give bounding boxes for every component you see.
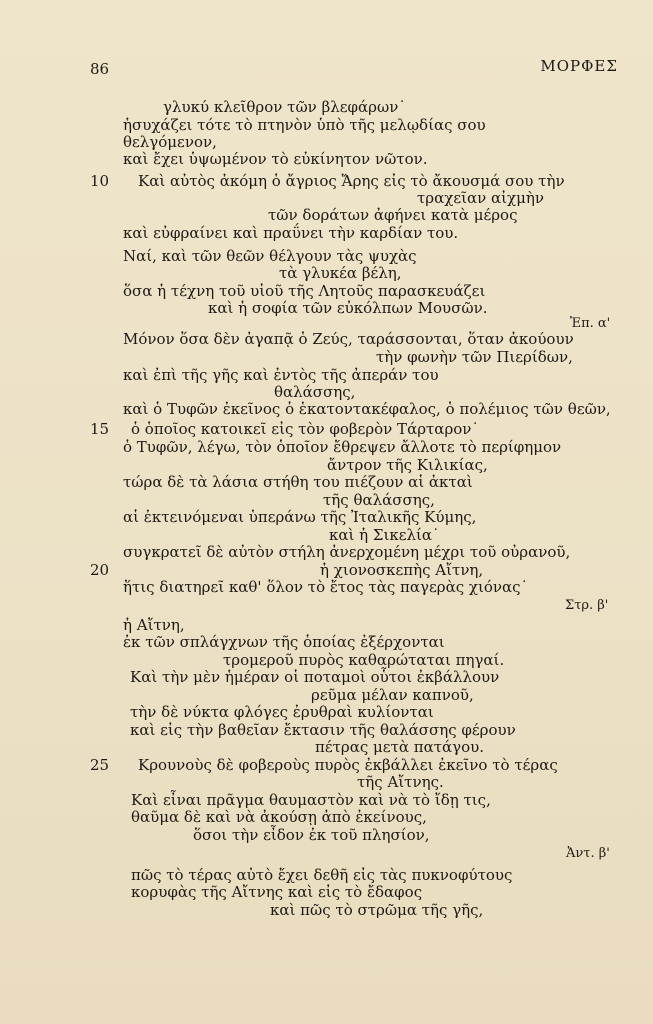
poem-line: Καὶ αὐτὸς ἀκόμη ὁ ἄγριος Ἄρης εἰς τὸ ἄκουσμά σου τὴν (138, 172, 565, 190)
poem-line: Καὶ εἶναι πρᾶγμα θαυμαστὸν καὶ νὰ τὸ ἴδῃ τις, (131, 791, 491, 809)
poem-line: καὶ ὁ Τυφῶν ἐκεῖνος ὁ ἑκατοντακέφαλος, ὁ πολέμιος τῶν θεῶν, (123, 400, 611, 418)
section-marker: Ἀντ. β' (566, 846, 610, 861)
poem-line: αἱ ἐκτεινόμεναι ὑπεράνω τῆς Ἰταλικῆς Κύμης, (123, 508, 477, 526)
poem-line: ἡ χιονοσκεπὴς Αἴτνη, (320, 561, 484, 579)
poem-line: καὶ εὐφραίνει καὶ πραΰνει τὴν καρδίαν του. (123, 224, 459, 242)
poem-line: τώρα δὲ τὰ λάσια στήθη του πιέζουν αἱ ἀκταὶ (123, 473, 473, 491)
page-number: 86 (90, 60, 110, 78)
poem-line: ἥτις διατηρεῖ καθ' ὅλον τὸ ἔτος τὰς παγερὰς χιόνας˙ (123, 578, 529, 596)
line-number: 25 (90, 756, 110, 774)
poem-line: τῆς Αἴτνης. (357, 773, 444, 791)
poem-line: ἡσυχάζει τότε τὸ πτηνὸν ὑπὸ τῆς μελῳδίας σου (123, 116, 486, 134)
poem-line: θαλάσσης, (274, 383, 356, 401)
poem-line: τραχεῖαν αἰχμὴν (417, 189, 544, 207)
poem-line: συγκρατεῖ δὲ αὐτὸν στήλη ἀνερχομένη μέχρι τοῦ οὐρανοῦ, (123, 543, 571, 561)
poem-line: Μόνον ὅσα δὲν ἀγαπᾷ ὁ Ζεύς, ταράσσονται, ὅταν ἀκούουν (123, 330, 574, 348)
section-marker: Ἐπ. α' (570, 316, 611, 331)
poem-line: ρεῦμα μέλαν καπνοῦ, (311, 686, 474, 704)
poem-line: κορυφὰς τῆς Αἴτνης καὶ εἰς τὸ ἔδαφος (131, 883, 423, 901)
poem-line: Καὶ τὴν μὲν ἡμέραν οἱ ποταμοὶ οὗτοι ἐκβάλλουν (130, 668, 500, 686)
poem-line: Ναί, καὶ τῶν θεῶν θέλγουν τὰς ψυχὰς (123, 247, 417, 265)
poem-line: τὴν φωνὴν τῶν Πιερίδων, (376, 348, 573, 366)
poem-line: θελγόμενον, (123, 133, 217, 151)
poem-line: ἐκ τῶν σπλάγχνων τῆς ὁποίας ἐξέρχονται (123, 633, 445, 651)
poem-line: τὴν δὲ νύκτα φλόγες ἐρυθραὶ κυλίονται (130, 703, 434, 721)
poem-line: γλυκύ κλεῖθρον τῶν βλεφάρων˙ (163, 98, 406, 116)
line-number: 15 (90, 420, 110, 438)
poem-line: ὁ Τυφῶν, λέγω, τὸν ὁποῖον ἔθρεψεν ἄλλοτε τὸ περίφημον (123, 438, 562, 456)
poem-line: Κρουνοὺς δὲ φοβεροὺς πυρὸς ἐκβάλλει ἐκεῖνο τὸ τέρας (138, 756, 558, 774)
poem-line: καὶ ἔχει ὑψωμένον τὸ εὐκίνητον νῶτον. (123, 150, 428, 168)
running-title: ΜΟΡΦΕΣ (540, 57, 618, 75)
poem-line: καὶ ἡ σοφία τῶν εὐκόλπων Μουσῶν. (208, 299, 488, 317)
poem-line: ὅσοι τὴν εἶδον ἐκ τοῦ πλησίον, (193, 826, 430, 844)
line-number: 20 (90, 561, 110, 579)
poem-line: τῶν δοράτων ἀφήνει κατὰ μέρος (268, 206, 518, 224)
poem-line: καὶ πῶς τὸ στρῶμα τῆς γῆς, (270, 901, 484, 919)
poem-line: ἡ Αἴτνη, (123, 616, 185, 634)
poem-line: καὶ εἰς τὴν βαθεῖαν ἔκτασιν τῆς θαλάσσης φέρουν (130, 721, 516, 739)
poem-line: καὶ ἡ Σικελία˙ (329, 526, 440, 544)
poem-line: ὅσα ἡ τέχνη τοῦ υἱοῦ τῆς Λητοῦς παρασκευάζει (123, 282, 486, 300)
section-marker: Στρ. β' (565, 598, 609, 613)
poem-line: πῶς τὸ τέρας αὐτὸ ἔχει δεθῆ εἰς τὰς πυκνοφύτους (131, 866, 513, 884)
poem-line: τρομεροῦ πυρὸς καθαρώταται πηγαί. (223, 651, 505, 669)
poem-line: πέτρας μετὰ πατάγου. (315, 738, 485, 756)
poem-line: ὁ ὁποῖος κατοικεῖ εἰς τὸν φοβερὸν Τάρταρον˙ (131, 420, 479, 438)
poem-line: θαῦμα δὲ καὶ νὰ ἀκούσῃ ἀπὸ ἐκείνους, (131, 808, 427, 826)
line-number: 10 (90, 172, 110, 190)
poem-line: ἄντρον τῆς Κιλικίας, (327, 456, 488, 474)
poem-line: τὰ γλυκέα βέλη, (279, 264, 402, 282)
poem-line: καὶ ἐπὶ τῆς γῆς καὶ ἐντὸς τῆς ἀπεράν του (123, 366, 439, 384)
poem-line: τῆς θαλάσσης, (323, 491, 435, 509)
